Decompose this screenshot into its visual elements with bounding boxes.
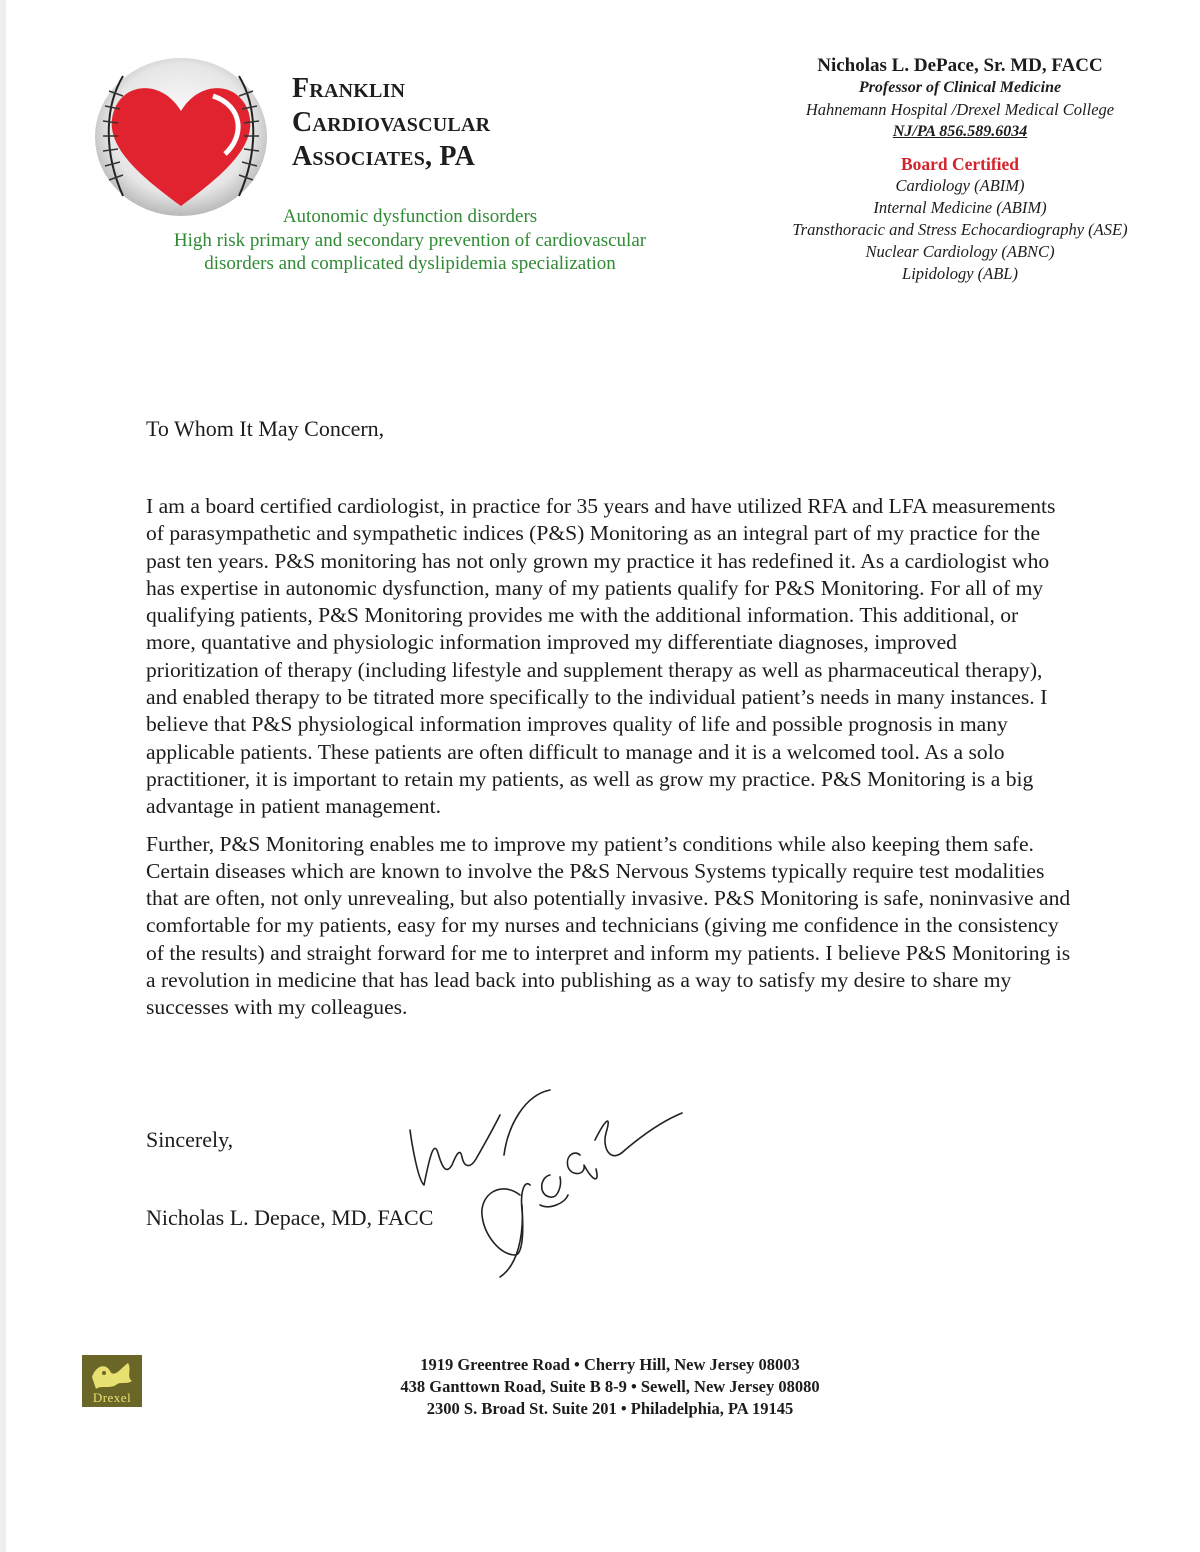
closing: Sincerely,	[146, 1127, 234, 1152]
body-paragraph: Further, P&S Monitoring enables me to improve my patient’s conditions while also keeping them safe. Certain diseases which are known to involve the P&S Nervous Systems typically require test modalities that are often, not only unrevealing, but also potentially invasive. P&S Monitoring is safe, noninvasive and comfortable for my patients, easy for my nurses and technicians (giving me confidence in the consistency of the results) and straight forward for me to interpret and inform my patients. I believe P&S Monitoring is a revolution in medicine that has lead back into publishing as a way to satisfy my desire to share my successes with my colleagues.	[146, 831, 1071, 1020]
certification-item: Nuclear Cardiology (ABNC)	[865, 242, 1055, 261]
doctor-credentials	[760, 55, 1160, 285]
page-edge	[0, 0, 6, 1552]
doctor-phone: NJ/PA 856.589.6034	[892, 123, 1028, 140]
signer-name: Nicholas L. Depace, MD, FACC	[146, 1205, 434, 1230]
firm-name-line: Franklin	[292, 73, 406, 104]
firm-logo	[93, 56, 269, 218]
office-addresses	[350, 1354, 870, 1420]
firm-name-line: Associates, PA	[292, 141, 476, 172]
doctor-affiliation: Hahnemann Hospital /Drexel Medical College	[805, 100, 1115, 119]
focus-line: Autonomic dysfunction disorders	[282, 206, 538, 227]
certification-item: Transthoracic and Stress Echocardiography (ASE)	[792, 220, 1128, 239]
salutation: To Whom It May Concern,	[146, 416, 385, 441]
drexel-logo-text: Drexel	[92, 1390, 132, 1405]
focus-line: High risk primary and secondary prevention of cardiovascular	[173, 229, 647, 251]
doctor-title: Professor of Clinical Medicine	[858, 79, 1062, 96]
certification-item: Cardiology (ABIM)	[895, 176, 1025, 195]
drexel-logo	[82, 1355, 142, 1407]
signature-icon	[400, 1085, 700, 1290]
address-line: 438 Ganttown Road, Suite B 8-9 • Sewell, New Jersey 08080	[400, 1377, 820, 1396]
address-line: 2300 S. Broad St. Suite 201 • Philadelphia, PA 19145	[426, 1399, 794, 1418]
practice-focus	[140, 205, 680, 276]
certification-item: Lipidology (ABL)	[902, 264, 1018, 283]
handwritten-signature	[400, 1085, 700, 1290]
body-paragraph: I am a board certified cardiologist, in practice for 35 years and have utilized RFA and LFA measurements of parasympathetic and sympathetic indices (P&S) Monitoring as an integral part of my practice for the past ten years. P&S monitoring has not only grown my practice it has redefined it. As a cardiologist who has expertise in autonomic dysfunction, many of my patients qualify for P&S Monitoring. For all of my qualifying patients, P&S Monitoring provides me with the additional information. This additional, or more, quantative and physiologic information improved my differentiate diagnoses, improved prioritization of therapy (including lifestyle and supplement therapy as well as pharmaceutical therapy), and enabled therapy to be titrated more specifically to the individual patient’s needs in many instances. I believe that P&S physiological information improves quality of life and possible prognosis in many applicable patients. These patients are often difficult to manage and it is a welcomed tool. As a solo practitioner, it is important to retain my patients, as well as grow my practice. P&S Monitoring is a big advantage in patient management.	[146, 494, 1056, 819]
firm-name	[292, 72, 612, 174]
board-certified-heading: Board Certified	[900, 154, 1020, 174]
certification-item: Internal Medicine (ABIM)	[873, 198, 1047, 217]
firm-name-line: Cardiovascular	[292, 107, 491, 138]
doctor-name: Nicholas L. DePace, Sr. MD, FACC	[817, 55, 1103, 76]
letter-body	[146, 493, 1071, 1032]
baseball-heart-icon	[93, 56, 269, 218]
address-line: 1919 Greentree Road • Cherry Hill, New Jersey 08003	[420, 1355, 800, 1374]
focus-line: disorders and complicated dyslipidemia specialization	[204, 253, 616, 274]
